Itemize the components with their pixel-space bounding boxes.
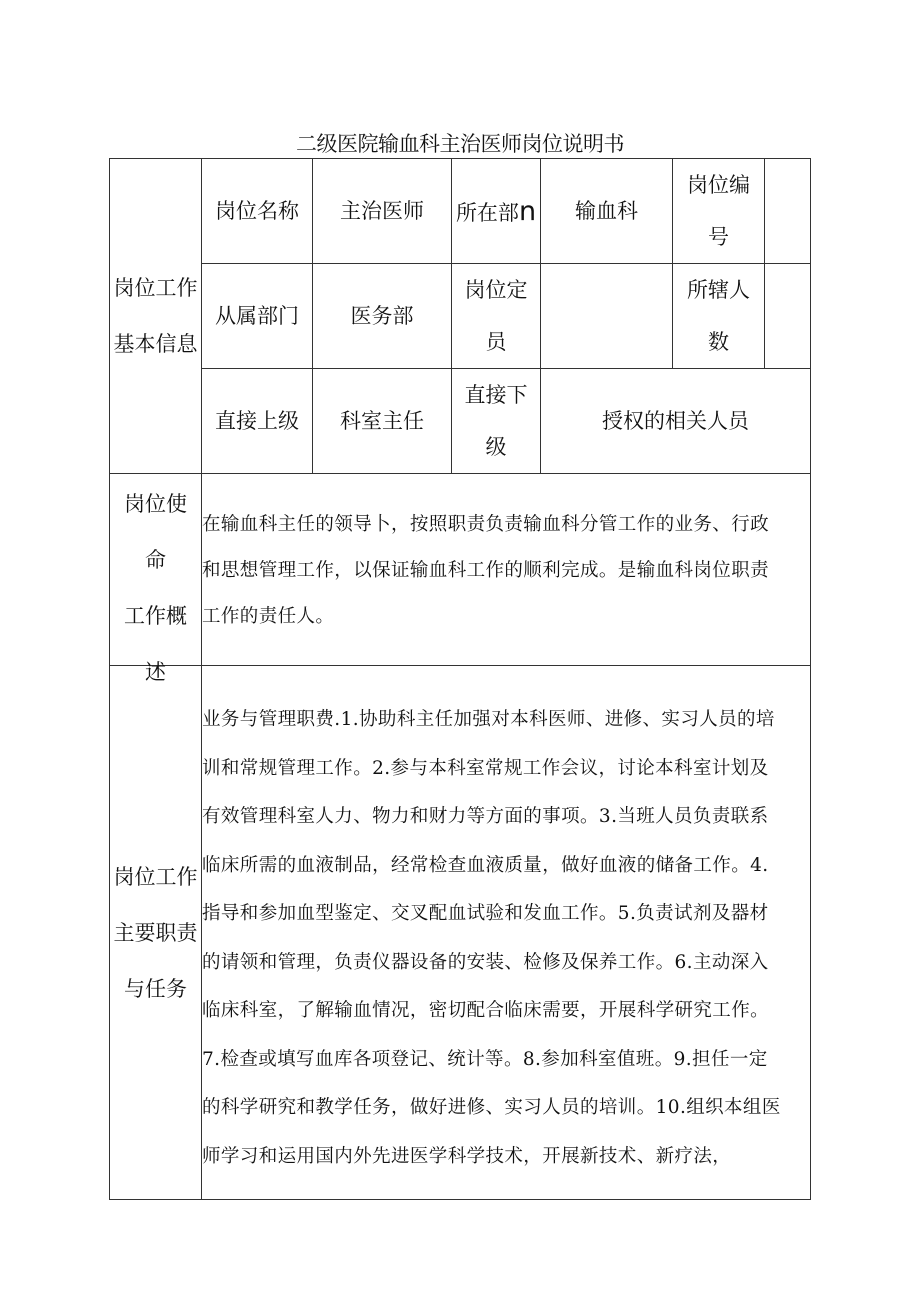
table-row xyxy=(110,264,811,369)
mission-section-label: 岗位使 命 工作概 述 xyxy=(110,474,202,666)
position-name-value: 主治医师 xyxy=(313,159,452,264)
department-label: 所在部n xyxy=(452,159,541,264)
position-quota-label: 岗位定 员 xyxy=(452,264,541,369)
table-row xyxy=(110,666,811,1200)
parent-department-label: 从属部门 xyxy=(202,264,313,369)
table-row xyxy=(110,474,811,666)
parent-department-value: 医务部 xyxy=(313,264,452,369)
direct-superior-value: 科室主任 xyxy=(313,369,452,474)
duties-section-label: 岗位工作 主要职责 与任务 xyxy=(110,666,202,1200)
direct-subordinate-label: 直接下 级 xyxy=(452,369,541,474)
direct-superior-label: 直接上级 xyxy=(202,369,313,474)
subordinate-count-value xyxy=(765,264,811,369)
position-code-value xyxy=(765,159,811,264)
position-code-label: 岗位编 号 xyxy=(673,159,765,264)
position-quota-value xyxy=(541,264,673,369)
document-title: 二级医院输血科主治医师岗位说明书 xyxy=(296,132,624,156)
duties-text: 业务与管理职费.1.协助科主任加强对本科医师、进修、实习人员的培 训和常规管理工作。2.参与本科室常规工作会议，讨论本科室计划及 有效管理科室人力、物力和财力等方面的事项。3.当班人员负责联系 临床所需的血液制品，经常检查血液质量，做好血液的储备工作。4. 指导和参加血型鉴定、交叉配血试验和发血工作。5.负责试剂及器材 的请领和管理，负责仪器设备的安装、检修及保养工作。6.主动深入 临床科室，了解输血情况，密切配合临床需要，开展科学研究工作。 7.检查或填写血库各项登记、统计等。8.参加科室值班。9.担任一定 的科学研究和教学任务，做好进修、实习人员的培训。10.组织本组医 师学习和运用国内外先进医学科学技术，开展新技术、新疗法， xyxy=(202,666,811,1200)
table-row xyxy=(110,369,811,474)
department-value: 输血科 xyxy=(541,159,673,264)
table-row xyxy=(110,159,811,264)
subordinate-count-label: 所辖人 数 xyxy=(673,264,765,369)
direct-subordinate-value: 授权的相关人员 xyxy=(541,369,811,474)
mission-summary-text: 在输血科主任的领导卜，按照职责负责输血科分管工作的业务、行政 和思想管理工作，以保证输血科工作的顺利完成。是输血科岗位职责 工作的责任人。 xyxy=(202,474,811,666)
basic-info-section-label: 岗位工作 基本信息 xyxy=(110,159,202,474)
job-description-table xyxy=(109,158,811,1200)
position-name-label: 岗位名称 xyxy=(202,159,313,264)
